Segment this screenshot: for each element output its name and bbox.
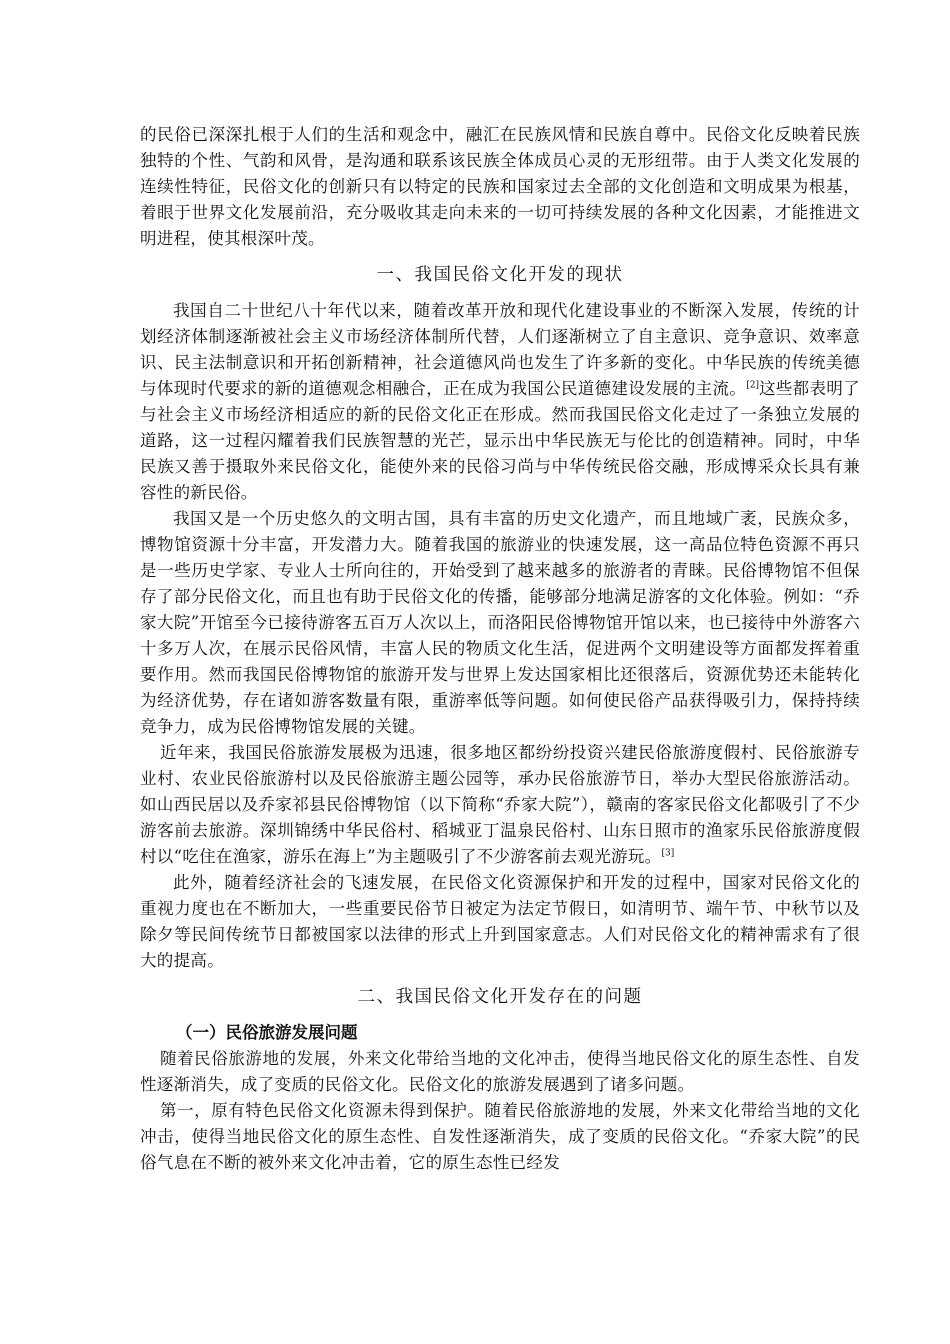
section-1-paragraph-2: 我国又是一个历史悠久的文明古国，具有丰富的历史文化遗产，而且地域广袤，民族众多，博物馆资源十分丰富，开发潜力大。随着我国的旅游业的快速发展，这一高品位特色资源不再只是一些历史学家、专业人士所向往的，开始受到了越来越多的旅游者的青睐。民俗博物馆不但保存了部分民俗文化，而且也有助于民俗文化的传播，能够部分地满足游客的文化体验。例如：“乔家大院”开馆至今已接待游客五百万人次以上，而洛阳民俗博物馆开馆以来，也已接待中外游客六十多万人次，在展示民俗风情，丰富人民的物质文化生活，促进两个文明建设等方面都发挥着重要作用。然而我国民俗博物馆的旅游开发与世界上发达国家相比还很落后，资源优势还未能转化为经济优势，存在诸如游客数量有限，重游率低等问题。如何使民俗产品获得吸引力，保持持续竞争力，成为民俗博物馆发展的关键。	[140, 509, 860, 736]
section-1-paragraph-1-text-a: 我国自二十世纪八十年代以来，随着改革开放和现代化建设事业的不断深入发展，传统的计划经济体制逐渐被社会主义市场经济体制所代替，人们逐渐树立了自主意识、竞争意识、效率意识、民主法制意识和开拓创新精神，社会道德风尚也发生了许多新的变化。中华民族的传统美德与体现时代要求的新的道德观念相融合，正在成为我国公民道德建设发展的主流。	[140, 301, 860, 398]
section-1-paragraph-3-text: 近年来，我国民俗旅游发展极为迅速，很多地区都纷纷投资兴建民俗旅游度假村、民俗旅游专业村、农业民俗旅游村以及民俗旅游主题公园等，承办民俗旅游节日，举办大型民俗旅游活动。如山西民居以及乔家祁县民俗博物馆（以下简称“乔家大院”），赣南的客家民俗文化都吸引了不少游客前去旅游。深圳锦绣中华民俗村、稻城亚丁温泉民俗村、山东日照市的渔家乐民俗旅游度假村以“吃住在渔家，游乐在海上”为主题吸引了不少游客前去观光游玩。	[140, 743, 860, 866]
section-1-paragraph-1-text-b: 这些都表明了与社会主义市场经济相适应的新的民俗文化正在形成。然而我国民俗文化走过了一条独立发展的道路，这一过程闪耀着我们民族智慧的光芒，显示出中华民族无与伦比的创造精神。同时，中华民族又善于摄取外来民俗文化，能使外来的民俗习尚与中华传统民俗交融，形成博采众长具有兼容性的新民俗。	[140, 379, 860, 502]
section-1-paragraph-4: 此外，随着经济社会的飞速发展，在民俗文化资源保护和开发的过程中，国家对民俗文化的重视力度也在不断加大，一些重要民俗节日被定为法定节假日，如清明节、端午节、中秋节以及除夕等民间传统节日都被国家以法律的形式上升到国家意志。人们对民俗文化的精神需求有了很大的提高。	[140, 873, 860, 970]
intro-paragraph: 的民俗已深深扎根于人们的生活和观念中，融汇在民族风情和民族自尊中。民俗文化反映着民族独特的个性、气韵和风骨，是沟通和联系该民族全体成员心灵的无形纽带。由于人类文化发展的连续性特征，民俗文化的创新只有以特定的民族和国家过去全部的文化创造和文明成果为根基，着眼于世界文化发展前沿，充分吸收其走向未来的一切可持续发展的各种文化因素，才能推进文明进程，使其根深叶茂。	[140, 125, 860, 248]
section-1-title: 一、我国民俗文化开发的现状	[376, 265, 624, 285]
citation-3[interactable]: [3]	[661, 848, 675, 859]
subsection-1-paragraph-1: 随着民俗旅游地的发展，外来文化带给当地的文化冲击，使得当地民俗文化的原生态性、自发性逐渐消失，成了变质的民俗文化。民俗文化的旅游发展遇到了诸多问题。	[140, 1049, 860, 1094]
section-1-paragraph-1	[140, 298, 860, 506]
section-2-title: 二、我国民俗文化开发存在的问题	[357, 987, 643, 1007]
section-1-paragraph-3	[140, 740, 860, 870]
citation-2[interactable]: [2]	[746, 380, 759, 391]
subsection-1-paragraph-2: 第一，原有特色民俗文化资源未得到保护。随着民俗旅游地的发展，外来文化带给当地的文化冲击，使得当地民俗文化的原生态性、自发性逐渐消失，成了变质的民俗文化。“乔家大院”的民俗气息在不断的被外来文化冲击着，它的原生态性已经发	[140, 1101, 860, 1172]
subsection-1-title: （一）民俗旅游发展问题	[176, 1023, 358, 1042]
document-page	[140, 122, 860, 1176]
